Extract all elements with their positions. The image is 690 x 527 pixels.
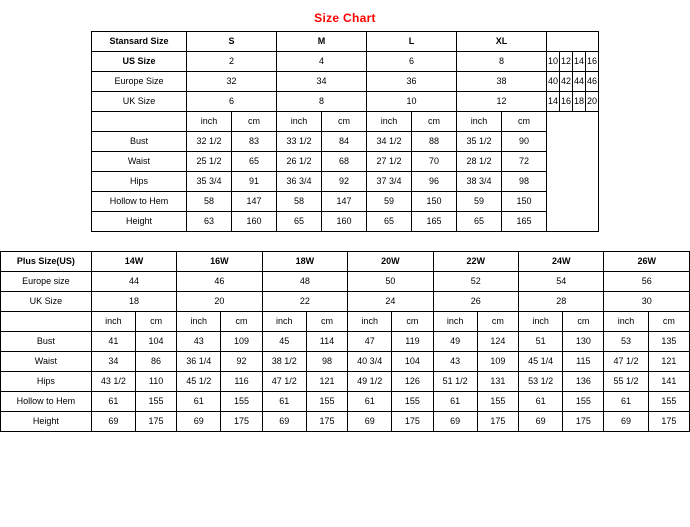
table-cell: 54 (519, 272, 604, 292)
table-cell: 61 (348, 392, 392, 412)
table-cell: 65 (276, 212, 321, 232)
table-cell: 70 (411, 152, 456, 172)
table-cell: 40 3/4 (348, 352, 392, 372)
table-cell: 155 (135, 392, 176, 412)
table-cell: inch (348, 312, 392, 332)
table-cell: 25 1/2 (186, 152, 231, 172)
table-cell: 53 1/2 (519, 372, 563, 392)
table-header-row (91, 32, 598, 52)
table-cell: 38 (456, 72, 546, 92)
standard-size-table (91, 31, 599, 232)
table-cell: 36 3/4 (276, 172, 321, 192)
table-cell: 42 (559, 72, 572, 92)
table-cell: 130 (563, 332, 604, 352)
table-cell: 104 (392, 352, 433, 372)
table-cell: 175 (135, 412, 176, 432)
table-cell: 96 (411, 172, 456, 192)
table-cell: cm (306, 312, 347, 332)
table-cell: 109 (221, 332, 262, 352)
size-group-header: S (186, 32, 276, 52)
table-cell: 35 3/4 (186, 172, 231, 192)
size-header-label: Plus Size(US) (1, 252, 92, 272)
table-row (1, 312, 690, 332)
row-label: Europe size (1, 272, 92, 292)
table-cell: 40 (546, 72, 559, 92)
table-cell: 126 (392, 372, 433, 392)
table-row (91, 152, 598, 172)
table-cell: 47 (348, 332, 392, 352)
table-cell: cm (648, 312, 689, 332)
table-cell: 165 (501, 212, 546, 232)
table-cell: 34 1/2 (366, 132, 411, 152)
table-cell: 175 (392, 412, 433, 432)
table-cell: 34 (276, 72, 366, 92)
table-cell: 6 (186, 92, 276, 112)
table-cell: 72 (501, 152, 546, 172)
table-cell: 155 (392, 392, 433, 412)
table-cell: 10 (546, 52, 559, 72)
table-cell: 45 1/2 (177, 372, 221, 392)
table-cell: cm (563, 312, 604, 332)
table-cell: 175 (563, 412, 604, 432)
table-cell: 46 (586, 72, 599, 92)
table-cell: 38 3/4 (456, 172, 501, 192)
page-title: Size Chart (314, 11, 376, 25)
table-cell: 147 (321, 192, 366, 212)
table-cell: 14 (546, 92, 559, 112)
table-cell: 61 (519, 392, 563, 412)
table-cell: cm (231, 112, 276, 132)
size-group-header: 20W (348, 252, 433, 272)
row-label: Hips (91, 172, 186, 192)
table-cell: 8 (456, 52, 546, 72)
table-cell: 20 (586, 92, 599, 112)
table-cell: 38 1/2 (262, 352, 306, 372)
table-cell: 28 1/2 (456, 152, 501, 172)
table-cell: inch (276, 112, 321, 132)
table-cell: 36 (366, 72, 456, 92)
table-cell: 88 (411, 132, 456, 152)
table-cell: 34 (91, 352, 135, 372)
table-row (91, 112, 598, 132)
size-group-header: 26W (604, 252, 690, 272)
size-group-header: 24W (519, 252, 604, 272)
table-header-row (1, 252, 690, 272)
row-label: Bust (1, 332, 92, 352)
table-cell: 115 (563, 352, 604, 372)
row-label: Hollow to Hem (91, 192, 186, 212)
table-cell: 22 (262, 292, 347, 312)
table-cell: 59 (456, 192, 501, 212)
table-cell: 49 (433, 332, 477, 352)
table-row (1, 372, 690, 392)
table-cell: inch (519, 312, 563, 332)
table-cell: inch (456, 112, 501, 132)
table-cell: inch (366, 112, 411, 132)
table-cell: 69 (348, 412, 392, 432)
table-cell: 69 (177, 412, 221, 432)
table-cell: 43 1/2 (91, 372, 135, 392)
table-cell: 58 (276, 192, 321, 212)
table-cell: 175 (221, 412, 262, 432)
table-cell: 16 (586, 52, 599, 72)
table-cell: 61 (604, 392, 648, 412)
table-cell: 155 (477, 392, 518, 412)
table-cell: cm (221, 312, 262, 332)
table-cell: 69 (519, 412, 563, 432)
table-cell: 155 (221, 392, 262, 412)
row-label (1, 312, 92, 332)
table-cell: 175 (648, 412, 689, 432)
table-cell: 26 1/2 (276, 152, 321, 172)
table-cell: 65 (231, 152, 276, 172)
table-row (1, 332, 690, 352)
table-cell: 45 (262, 332, 306, 352)
row-label: Hips (1, 372, 92, 392)
table-cell: 61 (262, 392, 306, 412)
table-cell: 48 (262, 272, 347, 292)
table-cell: 47 1/2 (604, 352, 648, 372)
table-cell: 27 1/2 (366, 152, 411, 172)
table-cell: 69 (91, 412, 135, 432)
table-cell: 51 (519, 332, 563, 352)
table-cell: 16 (559, 92, 572, 112)
table-cell: 47 1/2 (262, 372, 306, 392)
table-cell: 104 (135, 332, 176, 352)
table-cell: 12 (559, 52, 572, 72)
table-cell: 160 (321, 212, 366, 232)
table-cell: 43 (177, 332, 221, 352)
table-cell: 49 1/2 (348, 372, 392, 392)
table-cell: 52 (433, 272, 518, 292)
table-row (91, 72, 598, 92)
table-cell: 150 (501, 192, 546, 212)
table-row (1, 392, 690, 412)
table-cell: 61 (91, 392, 135, 412)
table-row (1, 352, 690, 372)
size-header-label: Stansard Size (91, 32, 186, 52)
size-group-header: L (366, 32, 456, 52)
table-cell: 58 (186, 192, 231, 212)
table-cell: 8 (276, 92, 366, 112)
table-row (91, 192, 598, 212)
table-cell: inch (91, 312, 135, 332)
plus-size-table (0, 251, 690, 432)
table-cell: 109 (477, 352, 518, 372)
size-group-header: XL (456, 32, 546, 52)
table-cell: 92 (321, 172, 366, 192)
table-cell: 43 (433, 352, 477, 372)
table-cell: 136 (563, 372, 604, 392)
table-cell: 69 (604, 412, 648, 432)
table-cell: 28 (519, 292, 604, 312)
table-cell: 165 (411, 212, 456, 232)
table-cell: 56 (604, 272, 690, 292)
row-label: Height (1, 412, 92, 432)
table-cell: 45 1/4 (519, 352, 563, 372)
table-cell: inch (433, 312, 477, 332)
table-cell: cm (411, 112, 456, 132)
table-cell: 121 (648, 352, 689, 372)
table-cell: 44 (573, 72, 586, 92)
table-row (91, 172, 598, 192)
table-cell: 84 (321, 132, 366, 152)
table-cell: 92 (221, 352, 262, 372)
table-cell: 119 (392, 332, 433, 352)
table-cell: cm (321, 112, 366, 132)
table-cell: 141 (648, 372, 689, 392)
row-label: Waist (1, 352, 92, 372)
table-cell: 98 (501, 172, 546, 192)
table-cell: 50 (348, 272, 433, 292)
table-cell: 86 (135, 352, 176, 372)
table-cell: 155 (306, 392, 347, 412)
table-cell: 65 (366, 212, 411, 232)
table-cell: 135 (648, 332, 689, 352)
table-cell: 131 (477, 372, 518, 392)
table-cell: 155 (563, 392, 604, 412)
table-cell: 175 (306, 412, 347, 432)
table-cell: 41 (91, 332, 135, 352)
table-cell: 6 (366, 52, 456, 72)
table-cell: 98 (306, 352, 347, 372)
table-cell: inch (186, 112, 231, 132)
table-cell: cm (392, 312, 433, 332)
table-cell: 83 (231, 132, 276, 152)
table-cell: 33 1/2 (276, 132, 321, 152)
table-cell: cm (501, 112, 546, 132)
table-cell: 155 (648, 392, 689, 412)
table-row (1, 412, 690, 432)
row-label: Bust (91, 132, 186, 152)
table-cell: inch (177, 312, 221, 332)
table-cell: 35 1/2 (456, 132, 501, 152)
table-row (1, 272, 690, 292)
table-cell: 30 (604, 292, 690, 312)
table-cell: 53 (604, 332, 648, 352)
table-cell: 61 (177, 392, 221, 412)
table-cell: 69 (433, 412, 477, 432)
table-row (91, 52, 598, 72)
table-cell: 147 (231, 192, 276, 212)
table-cell: 175 (477, 412, 518, 432)
table-cell: cm (135, 312, 176, 332)
table-cell: 124 (477, 332, 518, 352)
table-cell: 24 (348, 292, 433, 312)
row-label: Hollow to Hem (1, 392, 92, 412)
size-group-header: 18W (262, 252, 347, 272)
table-cell: cm (477, 312, 518, 332)
table-cell: inch (262, 312, 306, 332)
table-cell: 32 1/2 (186, 132, 231, 152)
table-row (91, 212, 598, 232)
table-cell: 59 (366, 192, 411, 212)
table-row (91, 92, 598, 112)
table-cell: 14 (573, 52, 586, 72)
table-cell: 91 (231, 172, 276, 192)
table-cell: 44 (91, 272, 176, 292)
table-cell: 32 (186, 72, 276, 92)
table-row (91, 132, 598, 152)
table-cell: 46 (177, 272, 262, 292)
table-cell: 69 (262, 412, 306, 432)
table-cell: 37 3/4 (366, 172, 411, 192)
table-cell: 51 1/2 (433, 372, 477, 392)
row-label: UK Size (91, 92, 186, 112)
table-cell: 121 (306, 372, 347, 392)
table-cell: 110 (135, 372, 176, 392)
table-cell: 160 (231, 212, 276, 232)
size-group-header: 22W (433, 252, 518, 272)
table-cell: 114 (306, 332, 347, 352)
table-row (1, 292, 690, 312)
table-cell: 90 (501, 132, 546, 152)
table-cell: 2 (186, 52, 276, 72)
table-cell: 61 (433, 392, 477, 412)
table-cell: 4 (276, 52, 366, 72)
size-group-header: 16W (177, 252, 262, 272)
row-label: Waist (91, 152, 186, 172)
table-cell: 116 (221, 372, 262, 392)
table-cell: 12 (456, 92, 546, 112)
row-label: UK Size (1, 292, 92, 312)
table-cell: 63 (186, 212, 231, 232)
table-cell: 20 (177, 292, 262, 312)
table-cell: 150 (411, 192, 456, 212)
table-cell: 55 1/2 (604, 372, 648, 392)
table-cell: 10 (366, 92, 456, 112)
row-label: US Size (91, 52, 186, 72)
size-group-header: 14W (91, 252, 176, 272)
size-group-header: M (276, 32, 366, 52)
table-cell: 68 (321, 152, 366, 172)
table-cell: 18 (573, 92, 586, 112)
row-label: Height (91, 212, 186, 232)
row-label (91, 112, 186, 132)
table-cell: 65 (456, 212, 501, 232)
row-label: Europe Size (91, 72, 186, 92)
table-cell: 18 (91, 292, 176, 312)
table-cell: 26 (433, 292, 518, 312)
table-cell: 36 1/4 (177, 352, 221, 372)
table-cell: inch (604, 312, 648, 332)
